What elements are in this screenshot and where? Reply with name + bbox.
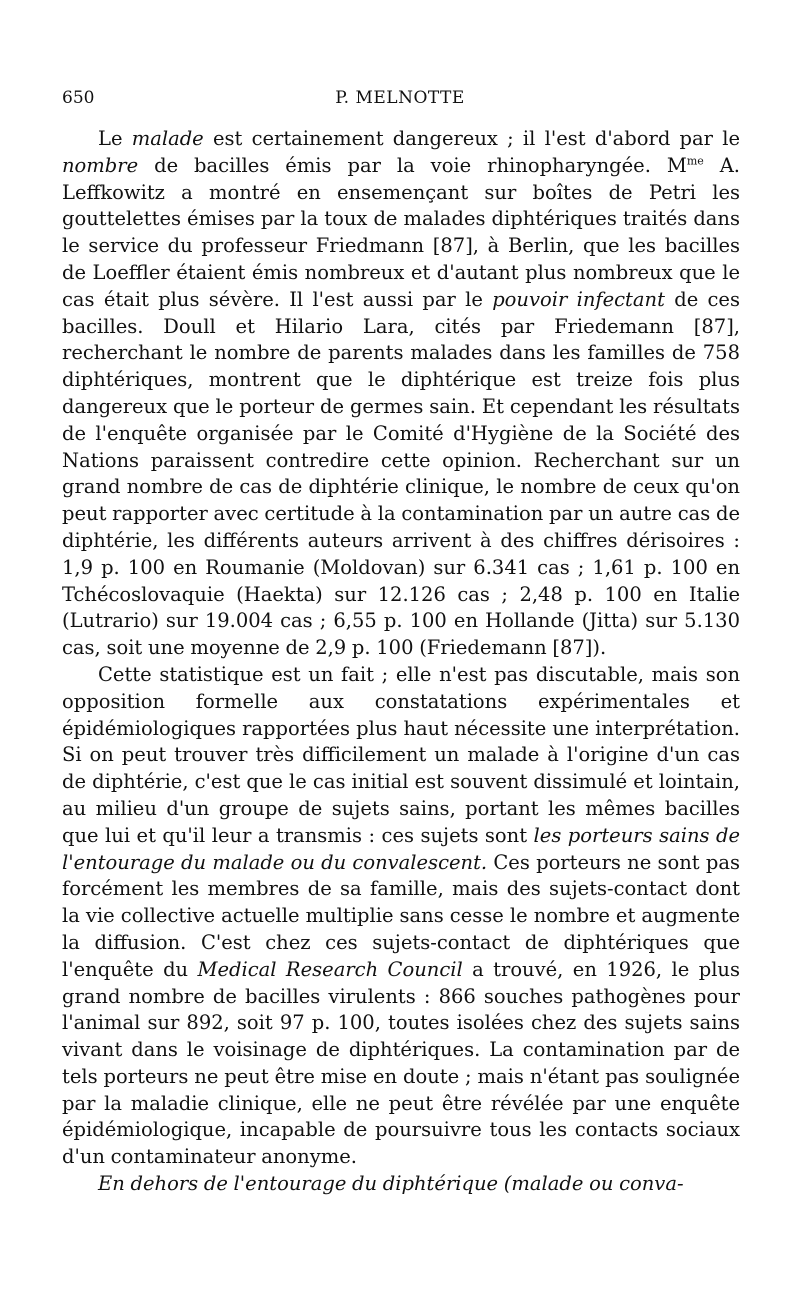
body-text bbox=[62, 126, 740, 1198]
running-head bbox=[62, 88, 738, 112]
italic-text: Medical Research Council bbox=[197, 957, 463, 981]
page-number: 650 bbox=[62, 88, 95, 108]
text-run: de bacilles émis par la voie rhinopharyngée. M bbox=[138, 153, 687, 177]
paragraph bbox=[62, 126, 740, 662]
running-head-author: P. MELNOTTE bbox=[335, 88, 465, 108]
text-run: A. Leffkowitz a montré en ensemençant sur boîtes de Petri les gouttelettes émises par la toux de malades diphtériques traités dans le service du professeur Friedmann [87], à Berlin, que les bacilles de Loeffler étaient émis nombreux et d'autant plus nombreux que le cas était plus sévère. Il l'est aussi par le bbox=[62, 153, 740, 311]
text-run: de ces bacilles. Doull et Hilario Lara, cités par Friedemann [87], recherchant le nombre de parents malades dans les familles de 758 diphtériques, montrent que le diphtérique est treize fois plus dangereux que le porteur de germes sain. Et cependant les résultats de l'enquête organisée par le Comité d'Hygiène de la Société des Nations paraissent contredire cette opinion. Recherchant sur un grand nombre de cas de diphtérie clinique, le nombre de ceux qu'on peut rapporter avec certitude à la contamination par un autre cas de diphtérie, les différents auteurs arrivent à des chiffres dérisoires : 1,9 p. 100 en Roumanie (Moldovan) sur 6.341 cas ; 1,61 p. 100 en Tchécoslovaquie (Haekta) sur 12.126 cas ; 2,48 p. 100 en Italie (Lutrario) sur 19.004 cas ; 6,55 p. 100 en Hollande (Jitta) sur 5.130 cas, soit une moyenne de 2,9 p. 100 (Friedemann [87]). bbox=[62, 287, 740, 660]
text-run: Cette statistique est un fait ; elle n'est pas discutable, mais son opposition formelle aux constatations expérimentales et épidémiologiques rapportées plus haut nécessite une interprétation. Si on peut trouver très difficilement un malade à l'origine d'un cas de diphtérie, c'est que le cas initial est souvent dissimulé et lointain, au milieu d'un groupe de sujets sains, portant les mêmes bacilles que lui et qu'il leur a transmis : ces sujets sont bbox=[62, 662, 740, 847]
italic-text: nombre bbox=[62, 153, 139, 177]
superscript-text: me bbox=[686, 154, 704, 168]
paragraph bbox=[62, 1171, 740, 1198]
text-run: Le bbox=[98, 127, 132, 150]
paragraph bbox=[62, 662, 740, 1171]
text-run: Ces porteurs ne sont pas forcément les membres de sa famille, mais des sujets-contact dont la vie collective actuelle multiplie sans cesse le nombre et augmente la diffusion. C'est chez ces sujets-contact de diphtériques que l'enquête du bbox=[62, 850, 740, 981]
text-run: est certainement dangereux ; il l'est d'abord par le bbox=[203, 127, 740, 150]
italic-text: pouvoir infectant bbox=[492, 287, 665, 311]
text-run: a trouvé, en 1926, le plus grand nombre de bacilles virulents : 866 souches pathogènes pour l'animal sur 892, soit 97 p. 100, toutes isolées chez des sujets sains vivant dans le voisinage de diphtériques. La contamination par de tels porteurs ne peut être mise en doute ; mais n'étant pas soulignée par la maladie clinique, elle ne peut être révélée par une enquête épidémiologique, incapable de poursuivre tous les contacts sociaux d'un contaminateur anonyme. bbox=[62, 957, 740, 1169]
italic-text: malade bbox=[131, 127, 204, 150]
italic-text: En dehors de l'entourage du diphtérique (malade ou conva- bbox=[98, 1172, 684, 1196]
italic-text: les porteurs sains de l'entourage du malade ou du convalescent. bbox=[62, 823, 740, 874]
